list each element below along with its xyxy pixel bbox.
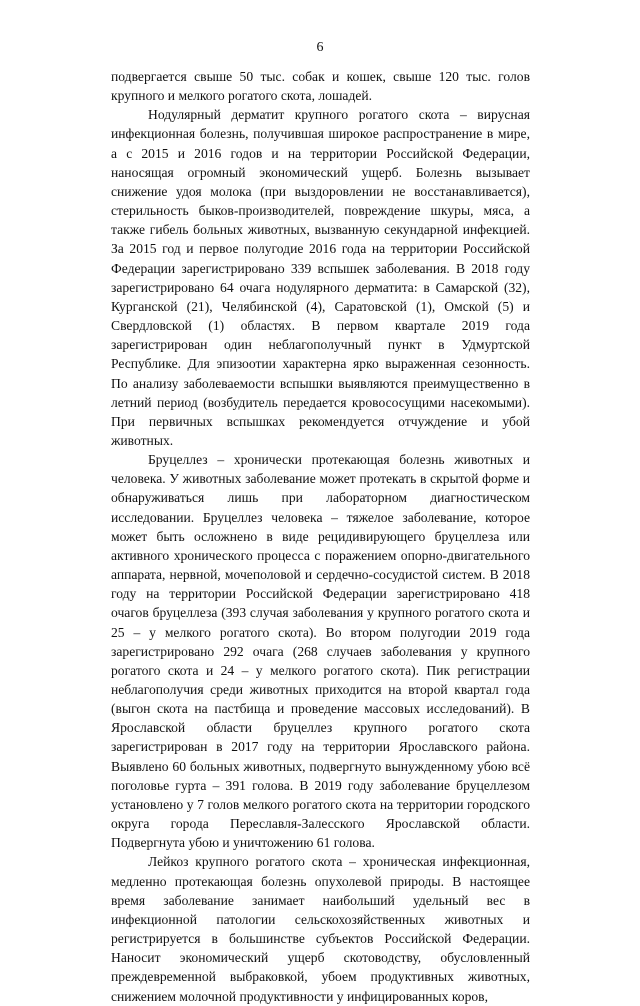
- paragraph-continued: подвергается свыше 50 тыс. собак и кошек, свыше 120 тыс. голов крупного и мелкого рогатого скота, лошадей.: [111, 69, 530, 104]
- page-number: 6: [316, 40, 324, 55]
- paragraph-brucellosis: Бруцеллез – хронически протекающая болезнь животных и человека. У животных заболевание может протекать в скрытой форме и обнаруживаться лишь при лабораторном диагностическом исследовании. Бруцеллез человека – тяжелое заболевание, которое может быть осложнено в виде рецидивирующего бруцеллеза или активного хронического процесса с поражением опорно-двигательного аппарата, нервной, мочеполовой и сердечно-сосудистой систем. В 2018 году на территории Российской Федерации зарегистрировано 418 очагов бруцеллеза (393 случая заболевания у крупного рогатого скота и 25 – у мелкого рогатого скота). Во втором полугодии 2019 года зарегистрировано 292 очага (268 случаев заболевания у крупного рогатого скота и 24 – у мелкого рогатого скота). Пик регистрации неблагополучия среди животных приходится на второй квартал года (выгон скота на пастбища и проведение массовых исследований). В Ярославской области бруцеллез крупного рогатого скота зарегистрирован в 2017 году на территории Ярославского района. Выявлено 60 больных животных, подвергнуто вынужденному убою всё поголовье гурта – 391 голова. В 2019 году заболевание бруцеллезом установлено у 7 голов мелкого рогатого скота на территории городского округа города Переславля-Залесского Ярославской области. Подвергнута убою и уничтожению 61 голова.: [111, 452, 530, 851]
- paragraph-lumpy-skin-disease: Нодулярный дерматит крупного рогатого скота – вирусная инфекционная болезнь, получившая широкое распространение в мире, а с 2015 и 2016 годов и на территории Российской Федерации, наносящая огромный экономический ущерб. Болезнь вызывает снижение удоя молока (при выздоровлении не восстанавливается), стерильность быков-производителей, повреждение шкуры, мяса, а также гибель больных животных, вызванную секундарной инфекцией. За 2015 год и первое полугодие 2016 года на территории Российской Федерации зарегистрировано 339 вспышек заболевания. В 2018 году зарегистрировано 64 очага нодулярного дерматита: в Самарской (32), Курганской (21), Челябинской (4), Саратовской (1), Омской (5) и Свердловской (1) областях. В первом квартале 2019 года зарегистрирован один неблагополучный пункт в Удмуртской Республике. Для эпизоотии характерна ярко выраженная сезонность. По анализу заболеваемости вспышки выявляются преимущественно в летний период (возбудитель передается кровососущими насекомыми). При первичных вспышках рекомендуется отчуждение и убой животных.: [111, 107, 530, 448]
- document-body: [111, 67, 530, 1006]
- paragraph-leukosis: Лейкоз крупного рогатого скота – хроническая инфекционная, медленно протекающая болезнь опухолевой природы. В настоящее время заболевание занимает наибольший удельный вес в инфекционной патологии сельскохозяйственных животных и регистрируется в большинстве субъектов Российской Федерации. Наносит экономический ущерб скотоводству, обусловленный преждевременной выбраковкой, убоем продуктивных животных, снижением молочной продуктивности у инфицированных коров,: [111, 854, 530, 1004]
